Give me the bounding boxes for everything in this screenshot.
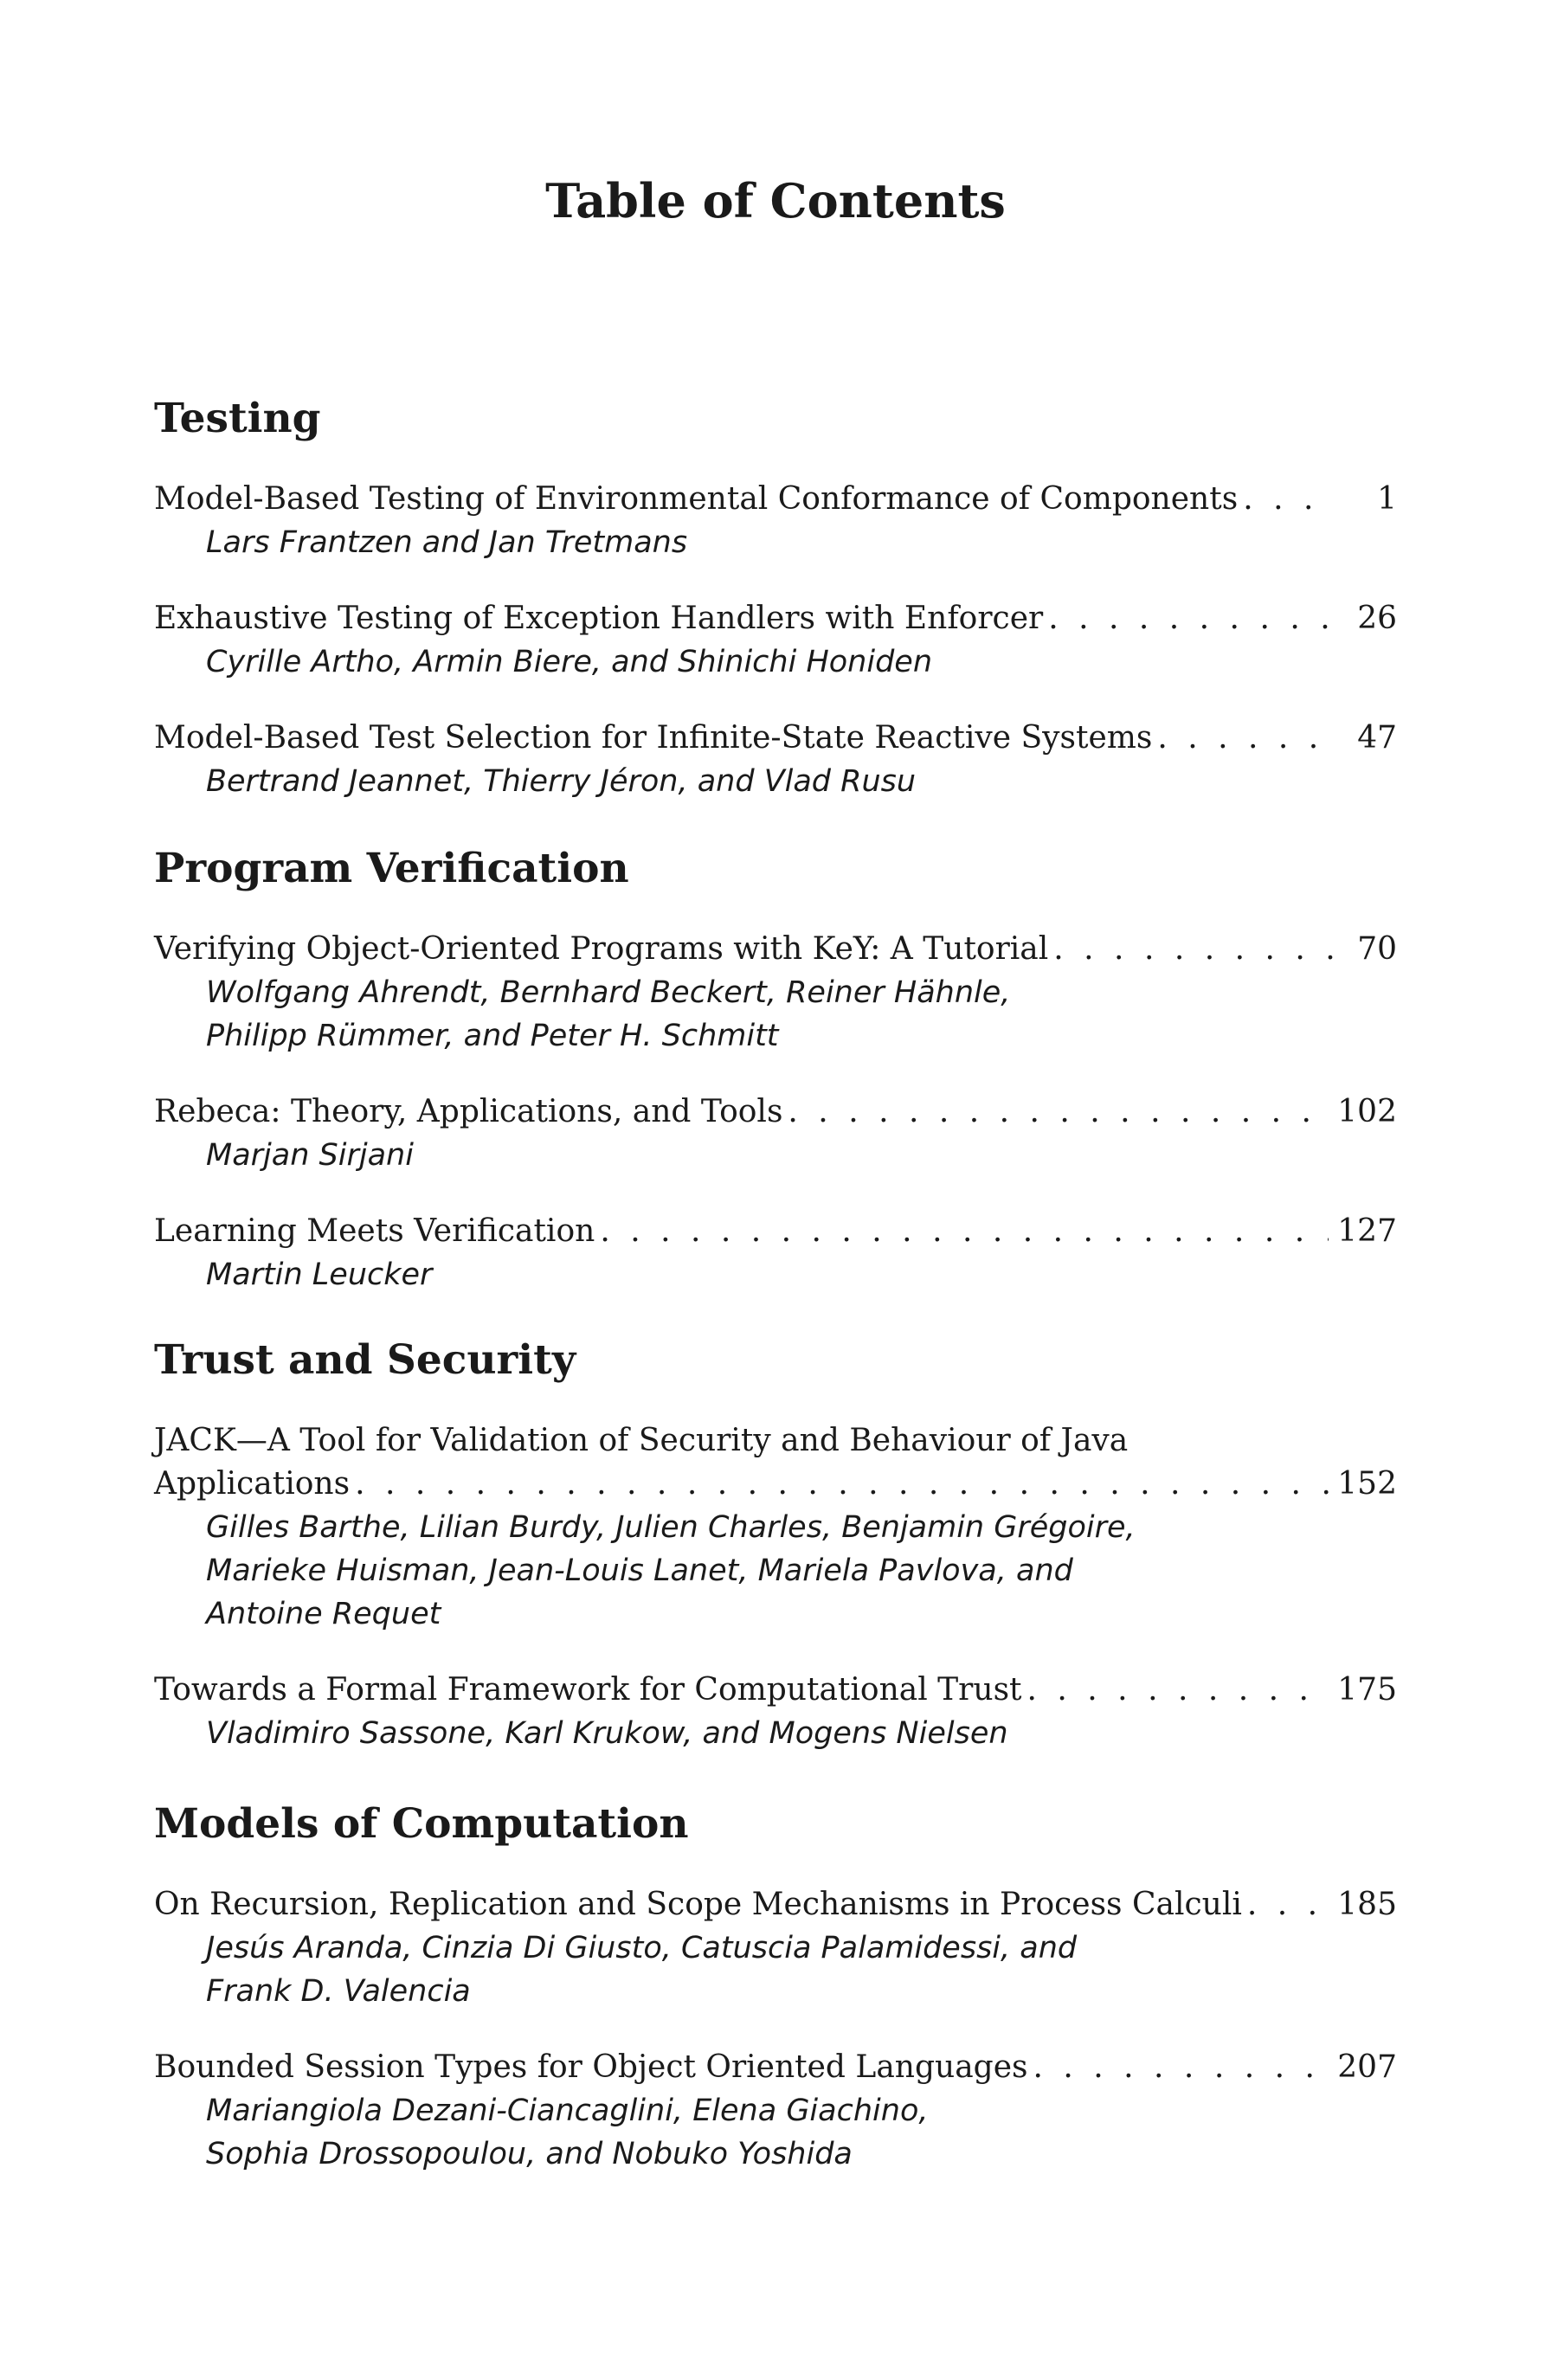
- entry-authors: Bertrand Jeannet, Thierry Jéron, and Vlad Rusu: [206, 763, 917, 799]
- entry-authors: Lars Frantzen and Jan Tretmans: [206, 524, 688, 560]
- page-title: Table of Contents: [545, 173, 1006, 228]
- dot-leader: [1053, 928, 1336, 971]
- entry-authors: Martin Leucker: [206, 1257, 433, 1292]
- toc-entry[interactable]: [154, 1883, 1397, 2013]
- dot-leader: [1243, 478, 1336, 521]
- entry-page-number: 102: [1337, 1093, 1397, 1129]
- entry-page-number: 207: [1337, 2049, 1397, 2085]
- dot-leader: [1048, 597, 1336, 640]
- entry-authors: Vladimiro Sassone, Karl Krukow, and Mogens Nielsen: [206, 1715, 1008, 1751]
- entry-authors: Cyrille Artho, Armin Biere, and Shinichi Honiden: [206, 644, 933, 679]
- entry-title[interactable]: Model-Based Testing of Environmental Conformance of Components: [154, 480, 1239, 517]
- entry-title[interactable]: Towards a Formal Framework for Computational Trust: [154, 1671, 1022, 1708]
- toc-entry[interactable]: [154, 928, 1397, 1058]
- toc-entry[interactable]: [154, 597, 1397, 684]
- dot-leader: [355, 1463, 1329, 1506]
- dot-leader: [1033, 2046, 1329, 2089]
- section-heading: Testing: [154, 395, 321, 442]
- entry-title[interactable]: Model-Based Test Selection for Infinite-State Reactive Systems: [154, 719, 1153, 756]
- toc-entry[interactable]: [154, 1669, 1397, 1755]
- section-trust-and-security: [154, 1338, 1397, 1788]
- entry-authors: Jesús Aranda, Cinzia Di Giusto, Catuscia Palamidessi, and Frank D. Valencia: [206, 1930, 1078, 2009]
- entry-title-line1[interactable]: JACK—A Tool for Validation of Security and Behaviour of Java: [154, 1422, 1129, 1458]
- dot-leader: [600, 1210, 1329, 1253]
- toc-entry[interactable]: [154, 717, 1397, 803]
- section-testing: [154, 396, 1397, 836]
- entry-title[interactable]: Applications: [154, 1465, 351, 1502]
- entry-authors: Wolfgang Ahrendt, Bernhard Beckert, Reiner Hähnle, Philipp Rümmer, and Peter H. Schmitt: [206, 975, 1011, 1053]
- entry-title[interactable]: Verifying Object-Oriented Programs with KeY: A Tutorial: [154, 930, 1049, 967]
- entry-title[interactable]: On Recursion, Replication and Scope Mechanisms in Process Calculi: [154, 1886, 1242, 1922]
- toc-entry[interactable]: [154, 2046, 1397, 2176]
- section-models-of-computation: [154, 1802, 1397, 2209]
- dot-leader: [1157, 717, 1336, 760]
- entry-title[interactable]: Rebeca: Theory, Applications, and Tools: [154, 1093, 783, 1129]
- dot-leader: [1247, 1883, 1329, 1927]
- section-heading: Trust and Security: [154, 1336, 576, 1384]
- toc-entry[interactable]: [154, 1210, 1397, 1296]
- dot-leader: [1027, 1669, 1329, 1712]
- toc-entry[interactable]: [154, 1419, 1397, 1636]
- dot-leader: [788, 1090, 1329, 1134]
- entry-page-number: 26: [1357, 600, 1397, 636]
- section-heading: Program Verification: [154, 845, 629, 892]
- toc-entry[interactable]: [154, 478, 1397, 564]
- entry-authors: Gilles Barthe, Lilian Burdy, Julien Charles, Benjamin Grégoire, Marieke Huisman, Jean-Louis Lanet, Mariela Pavlova, and Antoine Requet: [206, 1509, 1136, 1631]
- entry-title[interactable]: Exhaustive Testing of Exception Handlers with Enforcer: [154, 600, 1044, 636]
- toc-entry[interactable]: [154, 1090, 1397, 1177]
- entry-page-number: 175: [1337, 1671, 1397, 1708]
- section-program-verification: [154, 846, 1397, 1329]
- entry-authors: Mariangiola Dezani-Ciancaglini, Elena Giachino, Sophia Drossopoulou, and Nobuko Yoshida: [206, 2093, 929, 2171]
- entry-title[interactable]: Bounded Session Types for Object Oriented Languages: [154, 2049, 1028, 2085]
- entry-page-number: 127: [1337, 1213, 1397, 1249]
- entry-page-number: 47: [1357, 719, 1397, 756]
- section-heading: Models of Computation: [154, 1800, 689, 1848]
- entry-page-number: 152: [1337, 1465, 1397, 1502]
- entry-authors: Marjan Sirjani: [206, 1137, 414, 1173]
- entry-page-number: 185: [1337, 1886, 1397, 1922]
- entry-page-number: 70: [1357, 930, 1397, 967]
- entry-page-number: 1: [1377, 480, 1397, 517]
- entry-title[interactable]: Learning Meets Verification: [154, 1213, 595, 1249]
